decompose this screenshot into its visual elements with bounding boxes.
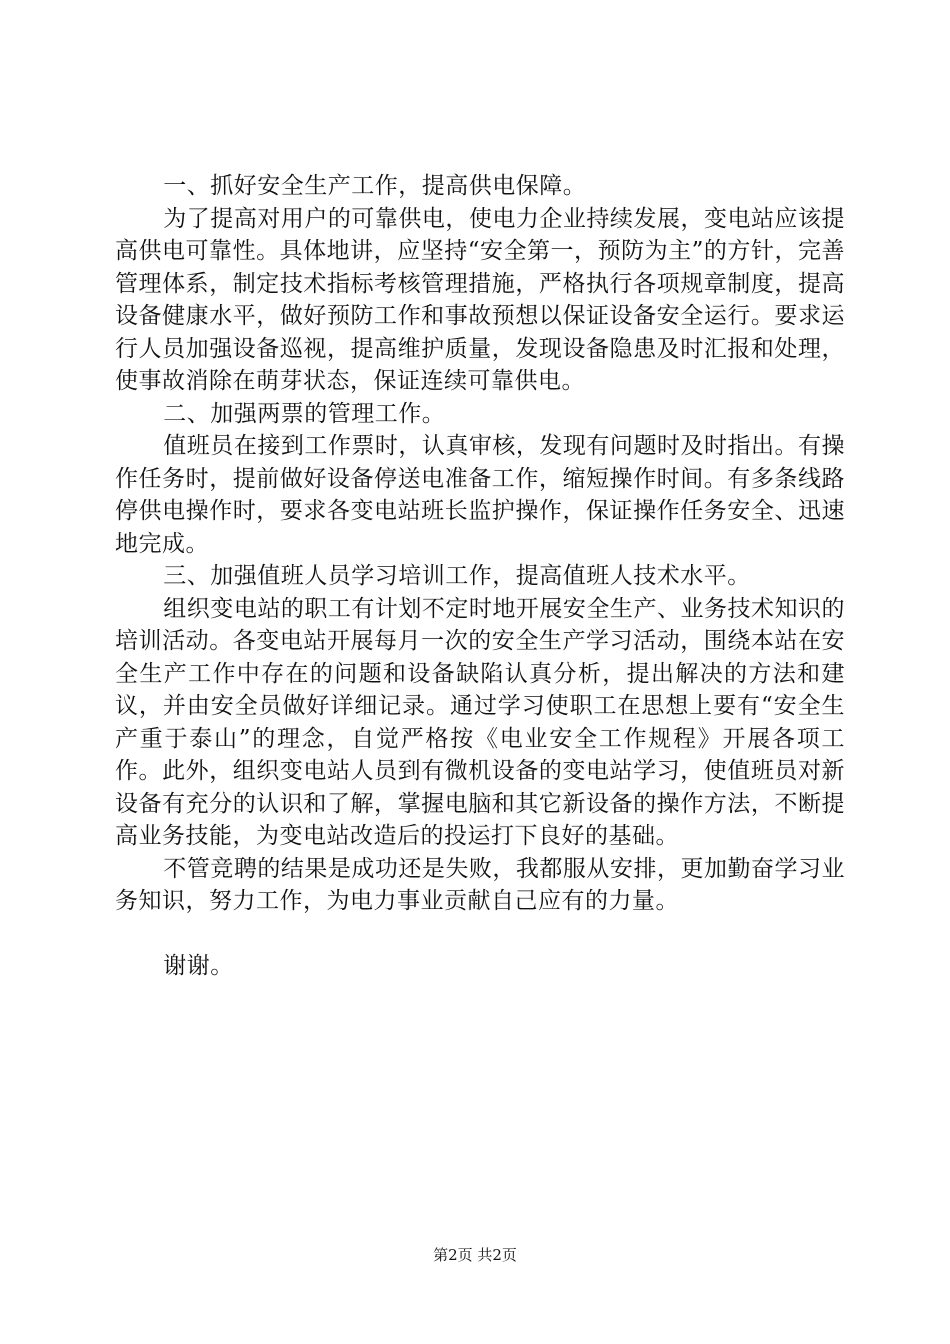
paragraph-3: 组织变电站的职工有计划不定时地开展安全生产、业务技术知识的培训活动。各变电站开展每月一次的安全生产学习活动，围绕本站在安全生产工作中存在的问题和设备缺陷认真分析，提出解决的方法和建议，并由安全员做好详细记录。通过学习使职工在思想上要有“安全生产重于泰山”的理念，自觉严格按《电业安全工作规程》开展各项工作。此外，组织变电站人员到有微机设备的变电站学习，使值班员对新设备有充分的认识和了解，掌握电脑和其它新设备的操作方法，不断提高业务技能，为变电站改造后的投运打下良好的基础。 — [115, 595, 845, 849]
paragraph-1: 为了提高对用户的可靠供电，使电力企业持续发展，变电站应该提高供电可靠性。具体地讲，应坚持“安全第一，预防为主”的方针，完善管理体系，制定技术指标考核管理措施，严格执行各项规章制度，提高设备健康水平，做好预防工作和事故预想以保证设备安全运行。要求运行人员加强设备巡视，提高维护质量，发现设备隐患及时汇报和处理，使事故消除在萌芽状态，保证连续可靠供电。 — [115, 205, 845, 394]
document-body — [115, 170, 845, 982]
page-number: 第2页 共2页 — [433, 1246, 517, 1264]
page-footer — [0, 1245, 950, 1265]
section-heading-3: 三、加强值班人员学习培训工作，提高值班人技术水平。 — [163, 563, 751, 589]
section-heading-1: 一、抓好安全生产工作，提高供电保障。 — [163, 173, 587, 199]
closing-thanks: 谢谢。 — [163, 952, 234, 979]
paragraph-2: 值班员在接到工作票时，认真审核，发现有问题时及时指出。有操作任务时，提前做好设备停送电准备工作，缩短操作时间。有多条线路停供电操作时，要求各变电站班长监护操作，保证操作任务安全、迅速地完成。 — [115, 433, 845, 557]
section-heading-2: 二、加强两票的管理工作。 — [163, 400, 446, 427]
paragraph-4: 不管竞聘的结果是成功还是失败，我都服从安排，更加勤奋学习业务知识，努力工作，为电力事业贡献自己应有的力量。 — [115, 855, 845, 914]
